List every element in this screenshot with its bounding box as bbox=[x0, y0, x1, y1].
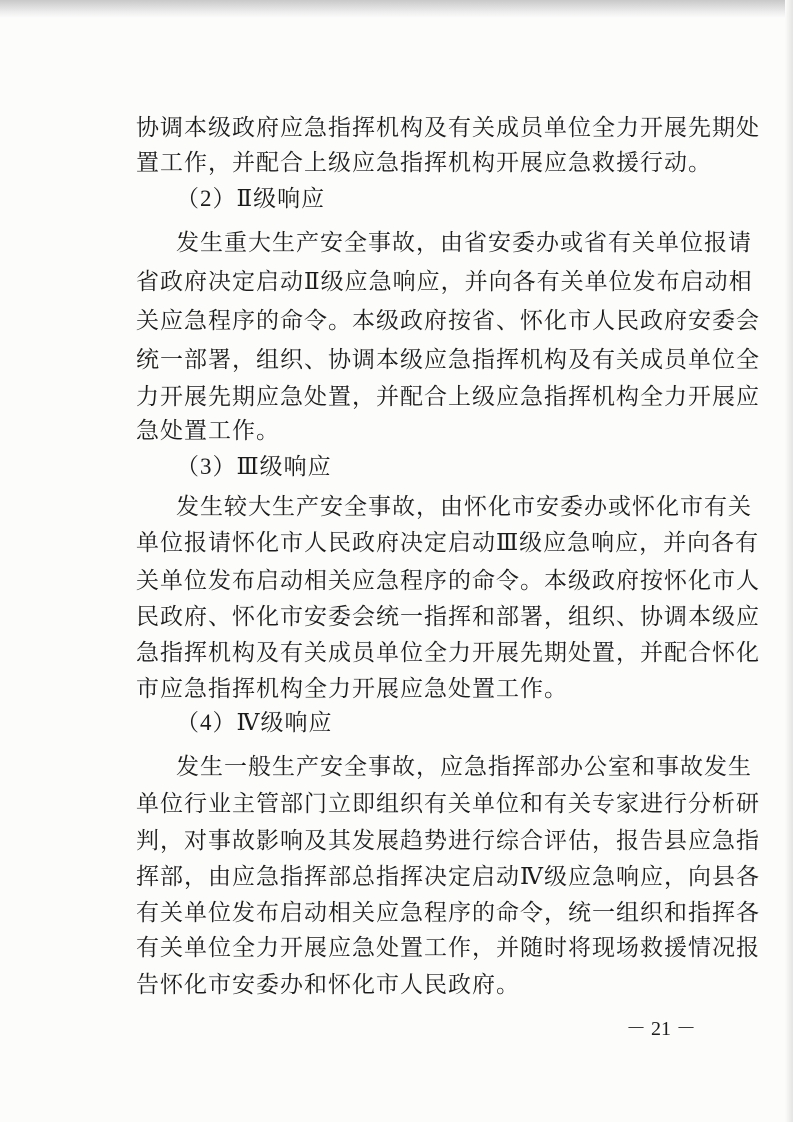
section-heading: （3）Ⅲ级响应 bbox=[176, 454, 332, 479]
text-line: 急处置工作。 bbox=[136, 418, 280, 443]
text-line: 关应急程序的命令。本级政府按省、怀化市人民政府安委会 bbox=[136, 308, 760, 333]
scan-edge-right bbox=[785, 0, 793, 1122]
text-line: 置工作，并配合上级应急指挥机构开展应急救援行动。 bbox=[136, 150, 712, 175]
text-line: 关单位发布启动相关应急程序的命令。本级政府按怀化市人 bbox=[136, 568, 760, 593]
text-line: 急指挥机构及有关成员单位全力开展先期处置，并配合怀化 bbox=[136, 640, 760, 665]
text-line: 力开展先期应急处置，并配合上级应急指挥机构全力开展应 bbox=[136, 384, 760, 409]
page-number: － 21 － bbox=[626, 1018, 696, 1040]
text-line: 判，对事故影响及其发展趋势进行综合评估，报告县应急指 bbox=[136, 828, 760, 853]
scan-edge-top bbox=[0, 0, 793, 18]
text-line: 民政府、怀化市安委会统一指挥和部署，组织、协调本级应 bbox=[136, 604, 760, 629]
text-line: 有关单位发布启动相关应急程序的命令，统一组织和指挥各 bbox=[136, 900, 760, 925]
text-line: 省政府决定启动Ⅱ级应急响应，并向各有关单位发布启动相 bbox=[136, 269, 753, 294]
text-line: 告怀化市安委办和怀化市人民政府。 bbox=[136, 972, 520, 997]
text-line: 挥部，由应急指挥部总指挥决定启动Ⅳ级应急响应，向县各 bbox=[136, 864, 760, 889]
text-line: 单位报请怀化市人民政府决定启动Ⅲ级应急响应，并向各有 bbox=[136, 530, 760, 555]
text-line: 发生较大生产安全事故，由怀化市安委办或怀化市有关 bbox=[176, 494, 752, 519]
text-line: 发生一般生产安全事故，应急指挥部办公室和事故发生 bbox=[176, 754, 752, 779]
text-line: 统一部署，组织、协调本级应急指挥机构及有关成员单位全 bbox=[136, 347, 760, 372]
text-line: 发生重大生产安全事故，由省安委办或省有关单位报请 bbox=[176, 230, 752, 255]
text-line: 市应急指挥机构全力开展应急处置工作。 bbox=[136, 676, 568, 701]
text-line: 协调本级政府应急指挥机构及有关成员单位全力开展先期处 bbox=[136, 115, 760, 140]
section-heading: （4）Ⅳ级响应 bbox=[176, 710, 333, 735]
section-heading: （2）Ⅱ级响应 bbox=[176, 186, 326, 211]
text-line: 有关单位全力开展应急处置工作，并随时将现场救援情况报 bbox=[136, 935, 760, 960]
text-line: 单位行业主管部门立即组织有关单位和有关专家进行分析研 bbox=[136, 791, 760, 816]
